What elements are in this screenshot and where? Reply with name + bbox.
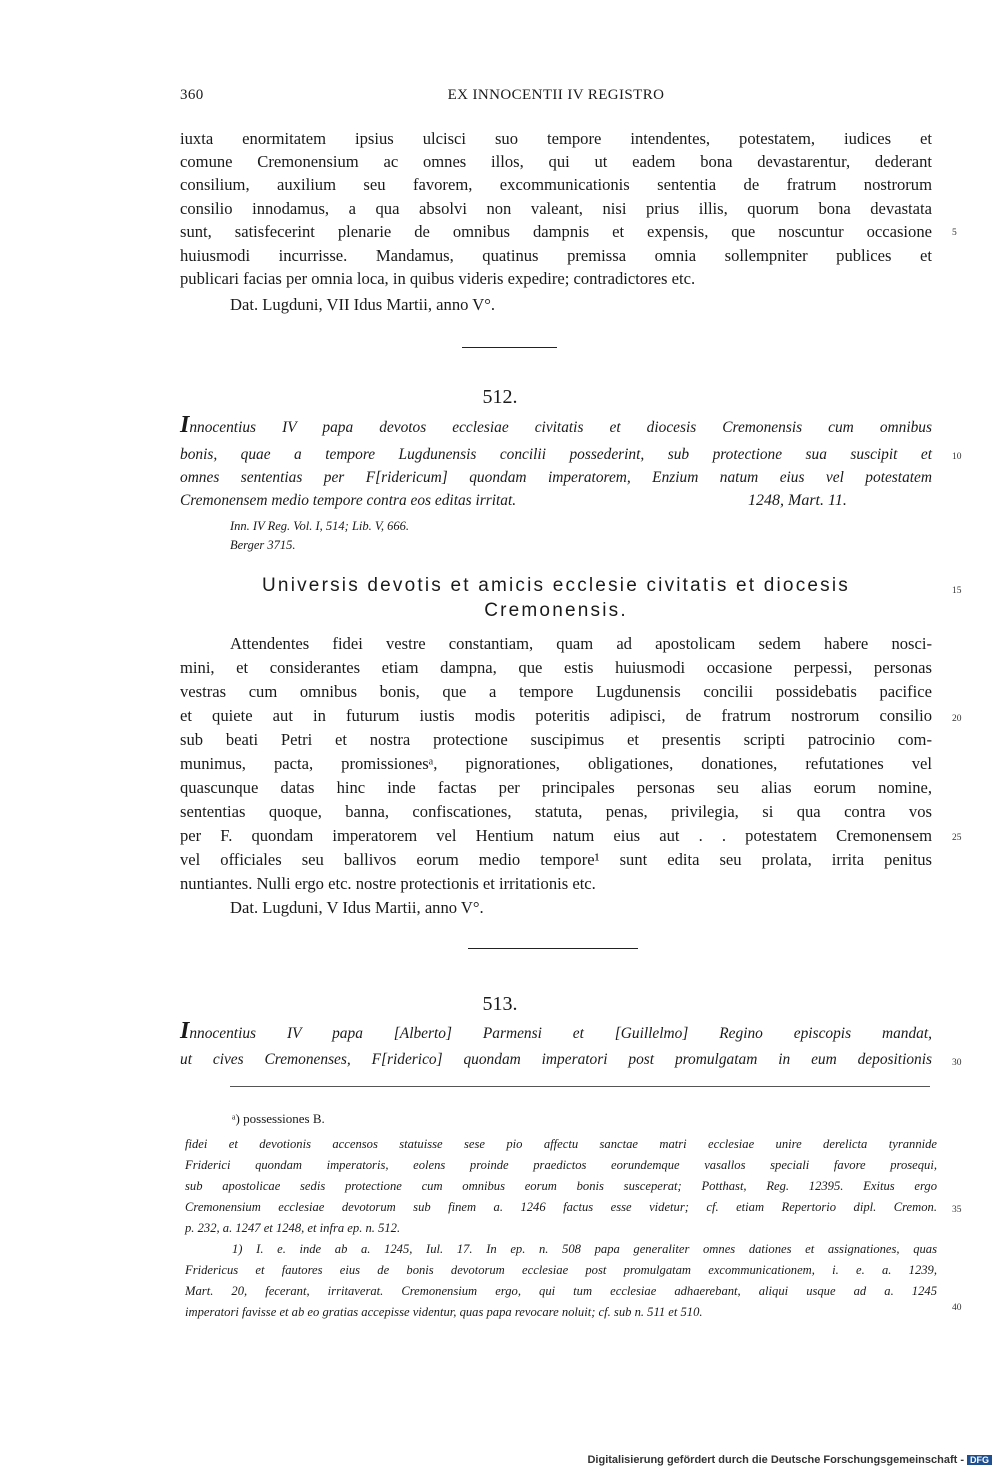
footnote-line: Cremonensium ecclesiae devotorum sub finem a. 1246 factus esse videtur; cf. etiam Repertorio dipl. Cremon.	[185, 1200, 937, 1214]
address-line: Universis devotis et amicis ecclesie civitatis et diocesis	[262, 575, 850, 596]
margin-line-number: 30	[952, 1058, 962, 1068]
body-line: munimus, pacta, promissionesᵃ, pignorationes, obligationes, donationes, refutationes vel	[180, 754, 932, 773]
body-line: et quiete aut in futurum iustis modis poteritis adipisci, de fratrum nostrorum consilio	[180, 706, 932, 725]
section-divider	[468, 948, 638, 949]
regest-line: Innocentius IV papa devotos ecclesiae civitatis et diocesis Cremonensis cum omnibus	[180, 412, 932, 438]
margin-line-number: 40	[952, 1303, 962, 1313]
margin-line-number: 35	[952, 1205, 962, 1215]
body-line: comune Cremonensium ac omnes illos, qui ut eadem bona devastarentur, dederant	[180, 152, 932, 171]
footnote-line: p. 232, a. 1247 et 1248, et infra ep. n. 512.	[185, 1221, 401, 1235]
footnote-line: imperatori favisse et ab eo gratias accepisse videntur, quas papa revocare noluit; cf. sub n. 511 et 510.	[185, 1305, 703, 1319]
footnote-line: Fridericus et fautores eius de bonis devotorum ecclesiae post promulgatam excommunicationem, i. e. a. 1239,	[185, 1263, 937, 1277]
footnote-variant: ᵃ) possessiones B.	[232, 1111, 325, 1126]
body-line: quascunque datas hinc inde factas per principales personas seu alias eorum nomine,	[180, 778, 932, 797]
body-line: vel officiales seu ballivos eorum medio tempore¹ sunt edita seu prolata, irrita penitus	[180, 850, 932, 869]
footnote-separator	[230, 1086, 930, 1087]
margin-line-number: 25	[952, 833, 962, 843]
running-title: EX INNOCENTII IV REGISTRO	[447, 87, 665, 103]
letter-number: 513.	[482, 993, 518, 1015]
address-line: Cremonensis.	[484, 600, 628, 621]
letter-number: 512.	[482, 386, 518, 408]
initial-letter: I	[180, 1018, 190, 1044]
dfg-logo: DFG	[967, 1455, 992, 1465]
body-line: publicari facias per omnia loca, in quibus videris expedire; contradictores etc.	[180, 269, 696, 288]
regest-line: ut cives Cremonenses, F[riderico] quondam imperatori post promulgatam in eum depositionis	[180, 1051, 932, 1068]
section-divider	[462, 347, 557, 348]
regest-line: Cremonensem medio tempore contra eos editas irritat.	[180, 492, 517, 509]
margin-line-number: 5	[952, 228, 957, 238]
dating-line: Dat. Lugduni, VII Idus Martii, anno V°.	[230, 295, 496, 314]
margin-line-number: 10	[952, 452, 962, 462]
footnote-line: Mart. 20, fecerant, irritaverat. Cremonensium ergo, qui tum ecclesiae adhaerebant, aliqui usque ad a. 1245	[185, 1284, 937, 1298]
letter-date: 1248, Mart. 11.	[748, 492, 847, 509]
digitization-credit: Digitalisierung gefördert durch die Deutsche Forschungsgemeinschaft - DFG	[587, 1454, 992, 1466]
body-line: sententias quoque, banna, confiscationes, statuta, penas, privilegia, si qua contra vos	[180, 802, 932, 821]
source-reference: Inn. IV Reg. Vol. I, 514; Lib. V, 666.	[230, 519, 410, 533]
body-line: per F. quondam imperatorem vel Hentium natum eius aut . . potestatem Cremonensem	[180, 826, 932, 845]
footnote-line: sub apostolicae sedis protectione cum omnibus eorum bonis susceperat; Potthast, Reg. 12395. Exitus ergo	[185, 1179, 937, 1193]
body-line: sub beati Petri et nostra protectione suscipimus et presentis scripti patrocinio com-	[180, 730, 932, 749]
body-line: nuntiantes. Nulli ergo etc. nostre protectionis et irritationis etc.	[180, 874, 596, 893]
dating-line: Dat. Lugduni, V Idus Martii, anno V°.	[230, 898, 484, 917]
body-line: mini, et considerantes etiam dampna, que estis huiusmodi occasione perpessi, personas	[180, 658, 932, 677]
page-number: 360	[180, 87, 204, 103]
regest-line: omnes sententias per F[ridericum] quondam imperatorem, Enzium natum eius vel potestatem	[180, 469, 932, 486]
body-line: vestras cum omnibus bonis, que a tempore Lugdunensis concilii possidebatis pacifice	[180, 682, 932, 701]
body-line: Attendentes fidei vestre constantiam, quam ad apostolicam sedem habere nosci-	[230, 634, 932, 653]
initial-letter: I	[180, 412, 190, 438]
footnote-line: Friderici quondam imperatoris, eolens proinde praedictos eorundemque vasallos speciali favore prosequi,	[185, 1158, 937, 1172]
footnote-line: fidei et devotionis accensos statuisse sese pio affectu sanctae matri ecclesiae unire derelicta tyrannide	[185, 1137, 937, 1151]
source-reference: Berger 3715.	[230, 538, 296, 552]
regest-line: bonis, quae a tempore Lugdunensis concilii possederint, sub protectione sua suscipit et	[180, 446, 932, 463]
body-line: iuxta enormitatem ipsius ulcisci suo tempore intendentes, potestatem, iudices et	[180, 129, 932, 148]
body-line: consilio innodamus, a qua absolvi non valeant, nisi prius illis, quorum bona devastata	[180, 199, 932, 218]
regest-line: Innocentius IV papa [Alberto] Parmensi et [Guillelmo] Regino episcopis mandat,	[180, 1018, 932, 1044]
footnote-line: 1) I. e. inde ab a. 1245, Iul. 17. In ep. n. 508 papa generaliter omnes dationes et assignationes, quas	[232, 1242, 937, 1256]
body-line: huiusmodi incurrisse. Mandamus, quatinus premissa omnia sollempniter publices et	[180, 246, 932, 265]
body-line: consilium, auxilium seu favorem, excommunicationis sententia de fratrum nostrorum	[180, 175, 932, 194]
body-line: sunt, satisfecerint plenarie de omnibus dampnis et expensis, que noscuntur occasione	[180, 222, 932, 241]
margin-line-number: 15	[952, 586, 962, 596]
margin-line-number: 20	[952, 714, 962, 724]
